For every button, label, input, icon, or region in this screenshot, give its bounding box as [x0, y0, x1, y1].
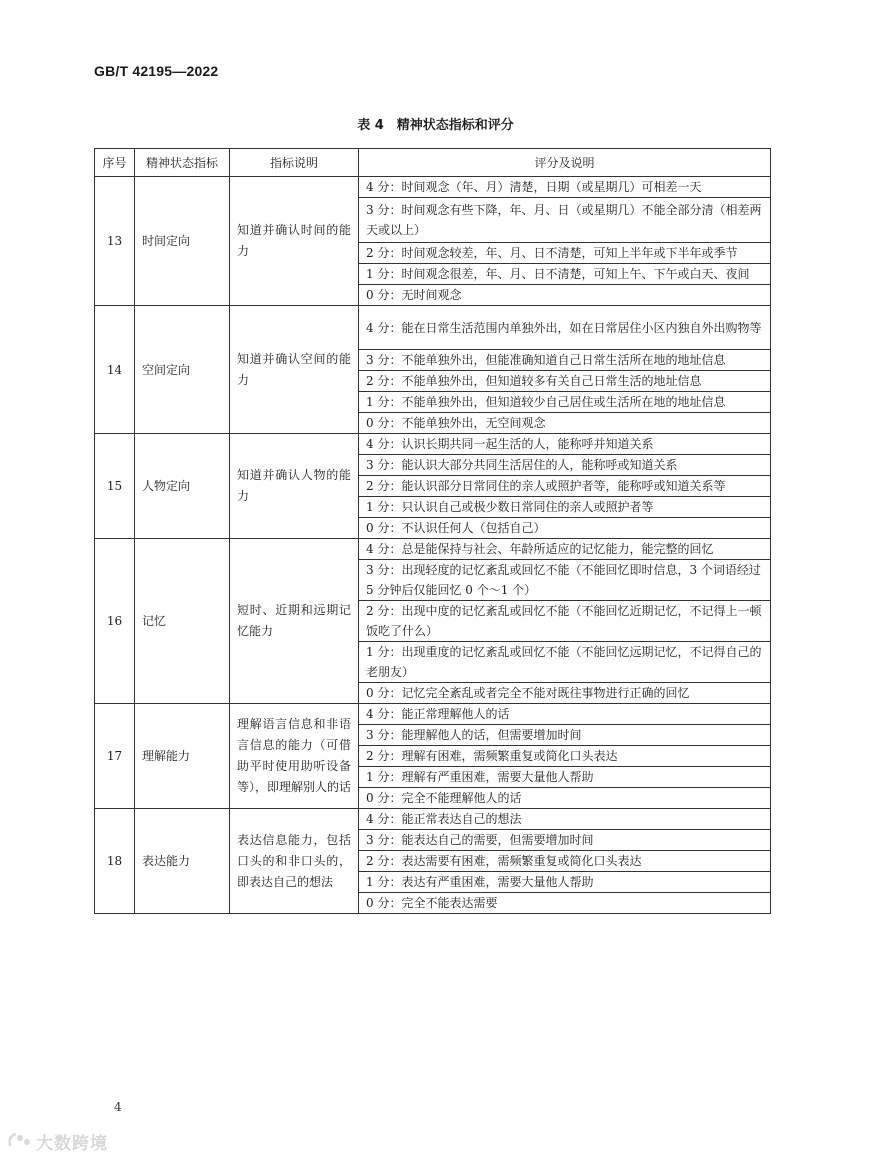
table-header-row — [95, 149, 771, 177]
score-description: 1 分：表达有严重困难，需要大量他人帮助 — [359, 872, 771, 893]
column-header-score: 评分及说明 — [359, 149, 771, 177]
row-number: 15 — [95, 434, 135, 539]
indicator-description: 知道并确认时间的能力 — [230, 177, 359, 306]
score-description: 3 分：能理解他人的话，但需要增加时间 — [359, 725, 771, 746]
score-description: 0 分：不认识任何人（包括自己） — [359, 518, 771, 539]
score-description: 4 分：能在日常生活范围内单独外出，如在日常居住小区内独自外出购物等 — [359, 306, 771, 350]
score-description: 4 分：认识长期共同一起生活的人，能称呼并知道关系 — [359, 434, 771, 455]
indicator-description: 理解语言信息和非语言信息的能力（可借助平时使用助听设备等），即理解别人的话 — [230, 704, 359, 809]
score-description: 3 分：时间观念有些下降，年、月、日（或星期几）不能全部分清（相差两天或以上） — [359, 198, 771, 243]
indicator-description: 表达信息能力，包括口头的和非口头的，即表达自己的想法 — [230, 809, 359, 914]
standard-code: GB/T 42195—2022 — [94, 63, 219, 79]
score-description: 2 分：能认识部分日常同住的亲人或照护者等，能称呼或知道关系等 — [359, 476, 771, 497]
indicator-description: 知道并确认人物的能力 — [230, 434, 359, 539]
score-description: 3 分：能表达自己的需要，但需要增加时间 — [359, 830, 771, 851]
score-description: 0 分：记忆完全紊乱或者完全不能对既往事物进行正确的回忆 — [359, 683, 771, 704]
score-description: 0 分：完全不能表达需要 — [359, 893, 771, 914]
indicator-name: 表达能力 — [135, 809, 230, 914]
table-row — [95, 809, 771, 830]
score-description: 2 分：时间观念较差，年、月、日不清楚，可知上半年或下半年或季节 — [359, 243, 771, 264]
table-row — [95, 434, 771, 455]
score-description: 3 分：能认识大部分共同生活居住的人，能称呼或知道关系 — [359, 455, 771, 476]
score-description: 1 分：不能单独外出，但知道较少自己居住或生活所在地的地址信息 — [359, 392, 771, 413]
table-body — [95, 177, 771, 914]
indicator-name: 人物定向 — [135, 434, 230, 539]
page-number: 4 — [114, 1100, 122, 1114]
score-description: 0 分：不能单独外出，无空间观念 — [359, 413, 771, 434]
score-description: 1 分：时间观念很差，年、月、日不清楚，可知上午、下午或白天、夜间 — [359, 264, 771, 285]
indicator-name: 理解能力 — [135, 704, 230, 809]
score-description: 0 分：完全不能理解他人的话 — [359, 788, 771, 809]
row-number: 17 — [95, 704, 135, 809]
row-number: 16 — [95, 539, 135, 704]
score-description: 1 分：只认识自己或极少数日常同住的亲人或照护者等 — [359, 497, 771, 518]
score-description: 1 分：理解有严重困难，需要大量他人帮助 — [359, 767, 771, 788]
watermark-text: 大数跨境 — [36, 1133, 108, 1154]
indicator-name: 空间定向 — [135, 306, 230, 434]
table-row — [95, 306, 771, 350]
column-header-description: 指标说明 — [230, 149, 359, 177]
score-description: 2 分：表达需要有困难，需频繁重复或简化口头表达 — [359, 851, 771, 872]
score-description: 0 分：无时间观念 — [359, 285, 771, 306]
score-description: 4 分：能正常表达自己的想法 — [359, 809, 771, 830]
score-description: 3 分：不能单独外出，但能准确知道自己日常生活所在地的地址信息 — [359, 350, 771, 371]
score-description: 2 分：出现中度的记忆紊乱或回忆不能（不能回忆近期记忆，不记得上一顿饭吃了什么） — [359, 601, 771, 642]
indicator-description: 短时、近期和远期记忆能力 — [230, 539, 359, 704]
watermark-logo-icon — [6, 1130, 32, 1152]
indicator-description: 知道并确认空间的能力 — [230, 306, 359, 434]
table-row — [95, 539, 771, 560]
column-header-no: 序号 — [95, 149, 135, 177]
score-description: 1 分：出现重度的记忆紊乱或回忆不能（不能回忆远期记忆，不记得自己的老朋友） — [359, 642, 771, 683]
table-row — [95, 177, 771, 198]
row-number: 14 — [95, 306, 135, 434]
score-description: 4 分：时间观念（年、月）清楚，日期（或星期几）可相差一天 — [359, 177, 771, 198]
indicator-name: 记忆 — [135, 539, 230, 704]
score-description: 3 分：出现轻度的记忆紊乱或回忆不能（不能回忆即时信息，3 个词语经过 5 分钟后仅能回忆 0 个～1 个） — [359, 560, 771, 601]
score-description: 2 分：理解有困难，需频繁重复或简化口头表达 — [359, 746, 771, 767]
row-number: 18 — [95, 809, 135, 914]
score-description: 4 分：能正常理解他人的话 — [359, 704, 771, 725]
indicator-name: 时间定向 — [135, 177, 230, 306]
table-title: 表 4 精神状态指标和评分 — [357, 118, 514, 133]
table-row — [95, 704, 771, 725]
mental-state-table — [94, 148, 771, 914]
row-number: 13 — [95, 177, 135, 306]
column-header-indicator: 精神状态指标 — [135, 149, 230, 177]
score-description: 2 分：不能单独外出，但知道较多有关自己日常生活的地址信息 — [359, 371, 771, 392]
watermark — [6, 1128, 108, 1154]
score-description: 4 分：总是能保持与社会、年龄所适应的记忆能力，能完整的回忆 — [359, 539, 771, 560]
